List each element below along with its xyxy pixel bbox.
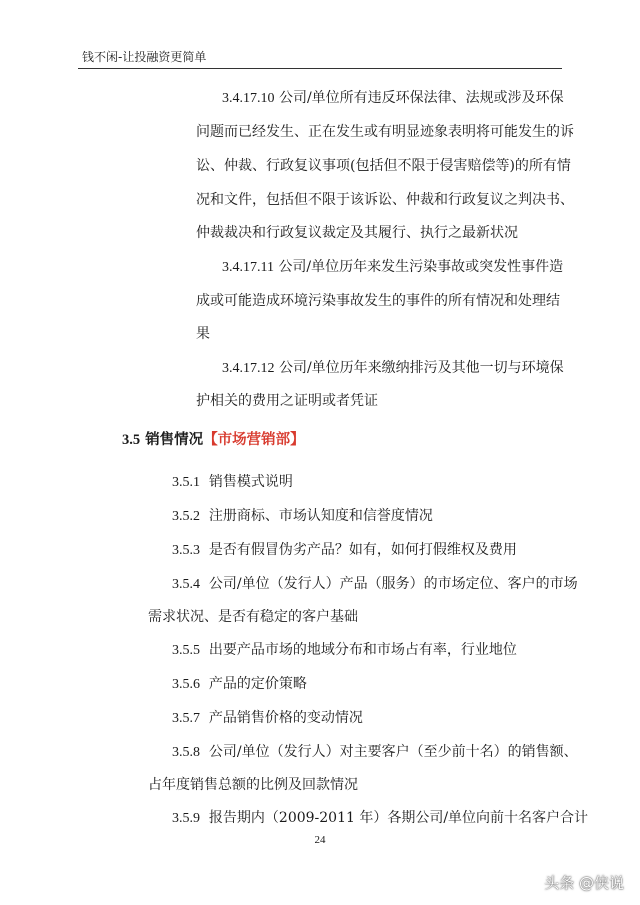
line-text: 讼、仲裁、行政复议事项(包括但不限于侵害赔偿等)的所有情 [196,158,571,174]
clause-number: 3.5.5 [172,643,200,658]
header-divider [78,68,562,69]
doc-line [196,292,560,310]
watermark: 头条 @侠说 [544,874,624,892]
doc-line [196,392,378,410]
line-text: 果 [196,326,210,342]
clause-number: 3.5.7 [172,711,200,726]
clause-number: 3.4.17.11 [222,260,274,275]
clause-text: 公司/单位历年来缴纳排污及其他一切与环境保 [278,360,564,376]
doc-line [196,224,518,242]
section-title: 销售情况 [145,431,204,448]
doc-line [172,675,307,694]
clause-text: 销售模式说明 [208,474,293,490]
clause-text: 注册商标、市场认知度和信誉度情况 [208,508,433,524]
clause-text: 报告期内（2009-2011 年）各期公司/单位向前十名客户合计 [208,810,589,826]
doc-line [172,473,293,492]
doc-line [148,776,358,794]
line-text: 占年度销售总额的比例及回款情况 [148,777,358,793]
doc-line [222,89,564,108]
clause-number: 3.5.2 [172,509,200,524]
clause-number: 3.5.3 [172,543,200,558]
clause-text: 产品的定价策略 [208,676,307,692]
section-heading [122,431,305,449]
clause-text: 公司/单位所有违反环保法律、法规或涉及环保 [278,90,564,106]
doc-line [172,575,578,594]
section-number: 3.5 [122,432,141,448]
doc-line [196,123,574,141]
clause-text: 出要产品市场的地域分布和市场占有率，行业地位 [208,642,517,658]
clause-number: 3.5.1 [172,475,200,490]
department-tag: 【市场营销部】 [203,431,305,448]
doc-line [196,191,574,209]
line-text: 需求状况、是否有稳定的客户基础 [148,609,358,625]
clause-number: 3.5.8 [172,745,200,760]
line-text: 成或可能造成环境污染事故发生的事件的所有情况和处理结 [196,293,560,309]
line-text: 问题而已经发生、正在发生或有明显迹象表明将可能发生的诉 [196,124,574,140]
line-text: 仲裁裁决和行政复议裁定及其履行、执行之最新状况 [196,225,518,241]
clause-number: 3.4.17.10 [222,91,275,106]
line-text: 况和文件，包括但不限于该诉讼、仲裁和行政复议之判决书、 [196,192,574,208]
doc-line [172,541,517,560]
line-text: 护相关的费用之证明或者凭证 [196,393,378,409]
clause-text: 公司/单位历年来发生污染事故或突发性事件造 [278,259,564,275]
doc-line [172,507,433,526]
clause-text: 产品销售价格的变动情况 [208,710,363,726]
doc-line [172,641,517,660]
doc-line [148,608,358,626]
doc-line [172,743,578,762]
clause-number: 3.5.6 [172,677,200,692]
doc-line [172,809,588,828]
page-number: 24 [314,834,326,846]
clause-text: 公司/单位（发行人）对主要客户（至少前十名）的销售额、 [208,744,578,760]
doc-line [222,359,564,378]
doc-line [196,325,210,343]
clause-text: 公司/单位（发行人）产品（服务）的市场定位、客户的市场 [208,576,578,592]
doc-line [222,258,563,277]
doc-line [172,709,363,728]
doc-line [196,157,571,175]
clause-number: 3.5.9 [172,811,200,826]
clause-number: 3.5.4 [172,577,200,592]
clause-text: 是否有假冒伪劣产品？如有，如何打假维权及费用 [208,542,517,558]
page-header: 钱不闲-让投融资更简单 [82,50,207,64]
clause-number: 3.4.17.12 [222,361,275,376]
